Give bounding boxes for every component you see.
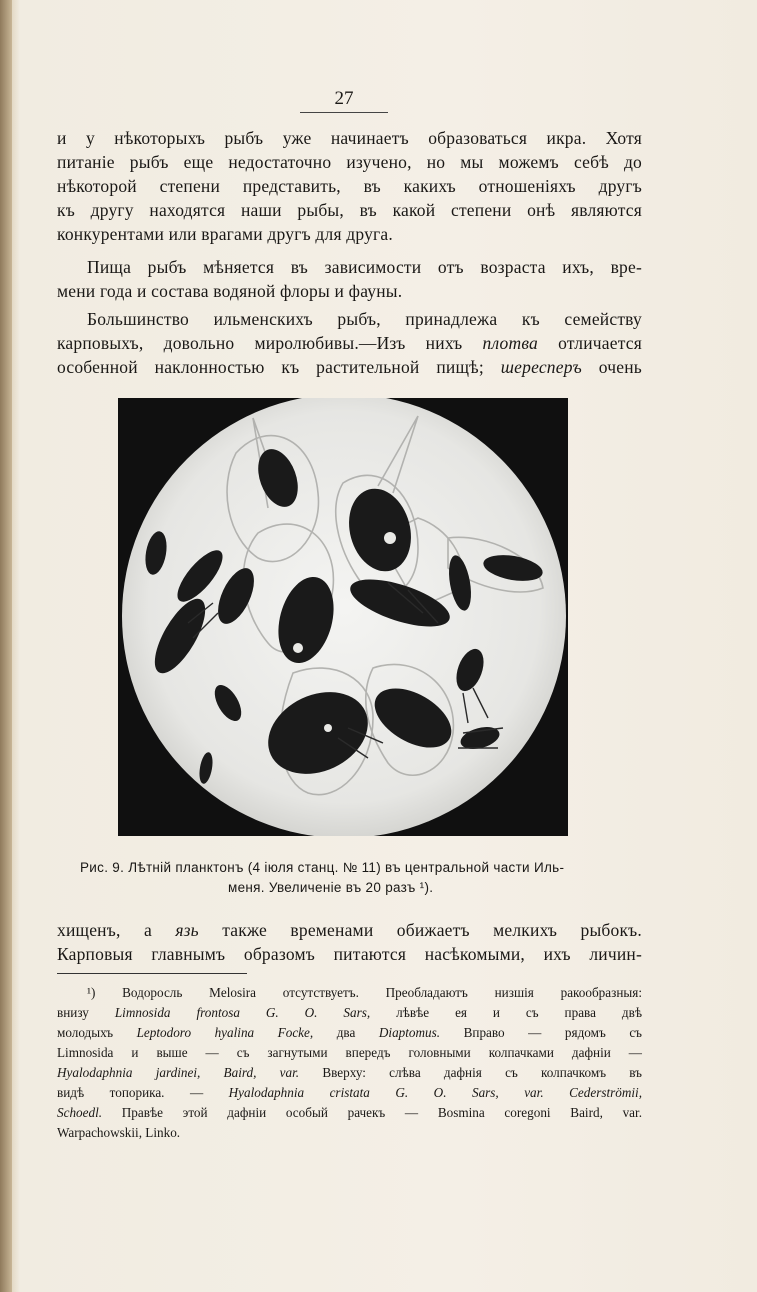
text-line bbox=[57, 331, 642, 355]
species-name: Leptodoro hyalina Focke, bbox=[136, 1025, 314, 1040]
paragraph-1 bbox=[57, 126, 642, 246]
page-number: 27 bbox=[300, 88, 388, 113]
text-run: хищенъ, а bbox=[57, 920, 176, 940]
fish-name: плотва bbox=[482, 333, 538, 353]
text-run: видѣ топорика. — bbox=[57, 1085, 229, 1100]
paragraph-3 bbox=[57, 307, 642, 379]
text-run: Вправо — рядомъ съ bbox=[440, 1025, 642, 1040]
footnote-line bbox=[57, 1023, 642, 1043]
text-line: мени года и состава водяной флоры и фауны. bbox=[57, 281, 403, 301]
text-line: Карповыя главнымъ образомъ питаются насѣкомыми, ихъ личин- bbox=[57, 944, 642, 964]
species-name: Diaptomus. bbox=[378, 1025, 441, 1040]
footnote-line bbox=[57, 1083, 642, 1103]
footnote bbox=[57, 983, 642, 1143]
text-run: Правѣе этой дафніи особый рачекъ — Bosmina coregoni Baird, var. bbox=[102, 1105, 642, 1120]
text-line: нѣкоторой степени представить, въ какихъ отношеніяхъ другъ bbox=[57, 176, 642, 196]
text-run: молодыхъ bbox=[57, 1025, 137, 1040]
footnote-separator bbox=[57, 973, 247, 974]
species-name: Hyalodaphnia cristata G. O. Sars, var. Cederströmii, bbox=[228, 1085, 642, 1100]
text-line: Большинство ильменскихъ рыбъ, принадлежа къ семейству bbox=[87, 309, 642, 329]
plankton-photograph bbox=[118, 398, 568, 836]
text-line: питаніе рыбъ еще недостаточно изучено, но мы можемъ себѣ до bbox=[57, 152, 642, 172]
species-name: Schoedl. bbox=[57, 1105, 103, 1120]
text-run: особенной наклонностью къ растительной пищѣ; bbox=[57, 357, 501, 377]
text-run: также временами обижаетъ мелкихъ рыбокъ. bbox=[198, 920, 642, 940]
text-run: Вверху: слѣва дафнія съ колпачкомъ въ bbox=[299, 1065, 642, 1080]
paragraph-2 bbox=[57, 255, 642, 303]
text-line: Пища рыбъ мѣняется въ зависимости отъ возраста ихъ, вре- bbox=[87, 257, 642, 277]
paragraph-4 bbox=[57, 918, 642, 966]
text-line: и у нѣкоторыхъ рыбъ уже начинаетъ образоваться икра. Хотя bbox=[57, 128, 642, 148]
footnote-line bbox=[57, 1003, 642, 1023]
book-spine bbox=[0, 0, 12, 1292]
species-name: Hyalodaphnia jardinei, Baird, var. bbox=[57, 1065, 300, 1080]
footnote-line bbox=[57, 1063, 642, 1083]
caption-line: Рис. 9. Лѣтній планктонъ (4 іюля станц. № 11) въ центральной части Иль- bbox=[80, 860, 565, 875]
text-line: конкурентами или врагами другъ для друга. bbox=[57, 224, 393, 244]
text-line bbox=[57, 918, 642, 942]
footnote-line: Warpachowskii, Linko. bbox=[57, 1125, 181, 1140]
text-line: къ другу находятся наши рыбы, въ какой степени онѣ являются bbox=[57, 200, 642, 220]
species-name: Limnosida frontosa G. O. Sars, bbox=[114, 1005, 371, 1020]
text-run: карповыхъ, довольно миролюбивы.—Изъ нихъ bbox=[57, 333, 483, 353]
fish-name: язь bbox=[175, 920, 199, 940]
text-run: лѣвѣе ея и съ права двѣ bbox=[370, 1005, 643, 1020]
footnote-line bbox=[57, 1103, 642, 1123]
text-run: два bbox=[313, 1025, 379, 1040]
text-run: внизу bbox=[57, 1005, 115, 1020]
text-run: отличается bbox=[537, 333, 642, 353]
caption-line: меня. Увеличеніе въ 20 разъ ¹). bbox=[228, 880, 434, 895]
figure-caption bbox=[80, 858, 640, 898]
text-line bbox=[57, 355, 642, 379]
fish-name: шересперъ bbox=[500, 357, 582, 377]
footnote-line: Limnosida и выше — съ загнутыми впередъ головными колпачками дафніи — bbox=[57, 1045, 642, 1060]
text-run: очень bbox=[581, 357, 642, 377]
footnote-line: ¹) Водоросль Melosira отсутствуетъ. Преобладаютъ низшія ракообразныя: bbox=[87, 985, 642, 1000]
